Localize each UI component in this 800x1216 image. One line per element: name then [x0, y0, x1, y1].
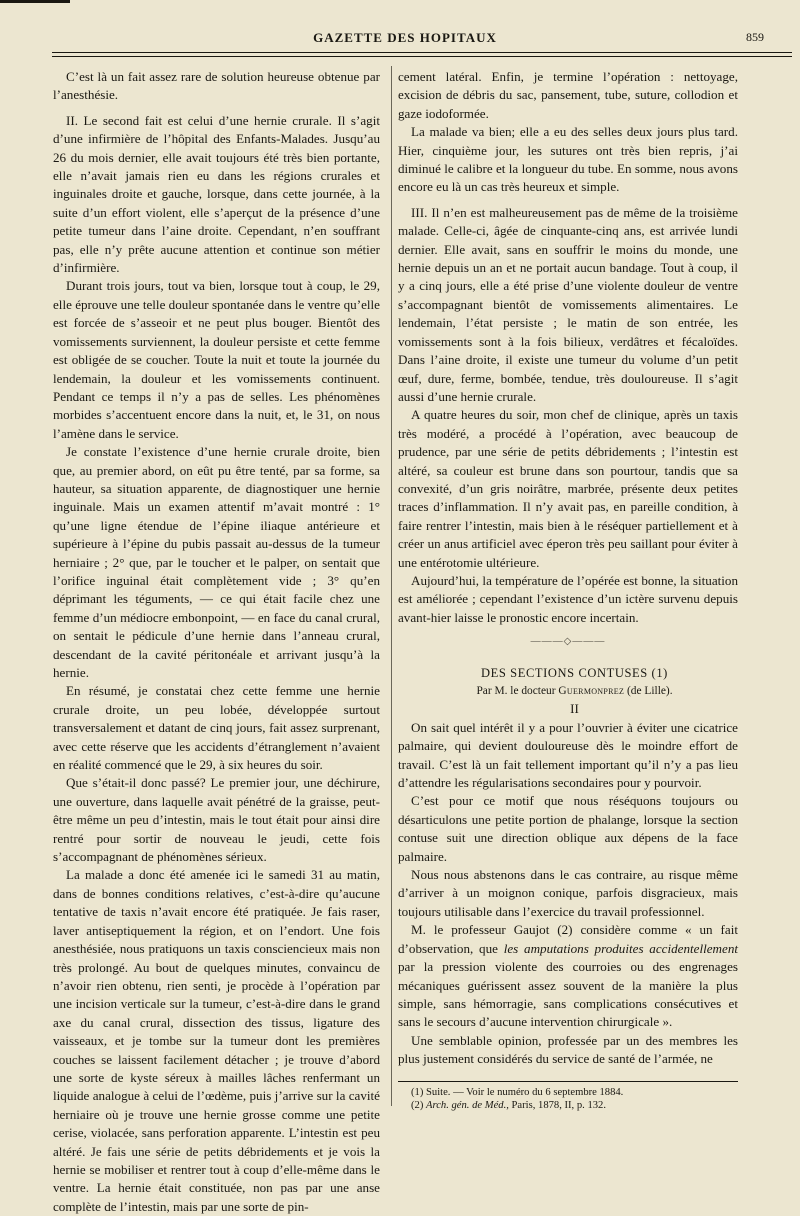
byline-suffix: (de Lille). [627, 685, 673, 697]
paragraph: Une semblable opinion, professée par un des membres les plus justement considérés du service de santé de l’armée, ne [398, 1032, 738, 1067]
paragraph: Durant trois jours, tout va bien, lorsque tout à coup, le 29, elle éprouve une telle douleur spontanée dans le ventre qu’elle est forcée de s’asseoir et ne peut plus bouger. Bientôt des vomissements surviennent, la douleur persiste et cette femme est obligée de se coucher. Toute la nuit et toute la journée du lendemain, la douleur et les vomissements continuent. Pendant ce temps il n’y a pas de selles. Les phénomènes morbides s’accentuent encore dans la nuit, et, le 31, on nous l’amène dans le service. [53, 278, 380, 441]
part-numeral: II [570, 701, 579, 717]
page-header [40, 28, 770, 48]
paragraph: Je constate l’existence d’une hernie crurale droite, bien que, au premier abord, on eût pu être tenté, par sa forme, sa hauteur, sa situation apparente, de diagnostiquer une hernie inguinale. Mais un examen attentif m’avait montré : 1° qu’une ligne étendue de l’épine iliaque antérieure et supérieure à l’épine du pubis passait au-dessus de la tumeur herniaire ; 2° que, par le toucher et le palper, on sentait que l’orifice inguinal était complètement vide ; 3° qu’en déprimant les téguments, — ce qui était facile chez une femme d’un médiocre embonpoint, — en face du canal crural, on sentait le pédicule d’une hernie dans l’anneau crural, descendant de la cavité péritonéale et arrivant jusqu’à la hernie. [53, 444, 380, 680]
footnote-2 [398, 1099, 738, 1113]
paragraph: A quatre heures du soir, mon chef de clinique, après un taxis très modéré, a procédé à l’opération, avec beaucoup de prudence, par une série de petits débridements ; l’intestin est altéré, sa couleur est brune dans son pourtour, tandis que sa convexité, d’un gris noirâtre, marbrée, présente deux petites traces d’inflammation. Il n’y avait pas, en pareille condition, à faire rentrer l’intestin, mais bien à le réséquer partiellement et à créer un anus artificiel avec éperon très peu saillant pour éviter à une entérotomie ultérieure. [398, 407, 738, 570]
right-column [398, 68, 738, 1113]
paragraph: Nous nous abstenons dans le cas contraire, au risque même d’arriver à un moignon conique, parfois disgracieux, mais toujours utilisable dans l’exercice du travail professionnel. [398, 867, 738, 919]
paragraph: On sait quel intérêt il y a pour l’ouvrier à éviter une cicatrice palmaire, qui devient douloureuse dès le moindre effort de travail. C’est là un fait tellement important qu’il n’y a pas lieu d’attendre les régularisations secondaires pour y pourvoir. [398, 719, 738, 791]
paragraph: Que s’était-il donc passé? Le premier jour, une déchirure, une ouverture, dans laquelle avait pénétré de la graisse, peut-être même un peu d’intestin, mais le tout était pour ainsi dire rentré pour sortir de nouveau le jeudi, cette fois s’accompagnant de phénomènes sérieux. [53, 775, 380, 865]
footnote-ref: Paris, 1878, II, p. 132. [511, 1100, 606, 1112]
edge-mark [0, 0, 70, 3]
paragraph: cement latéral. Enfin, je termine l’opération : nettoyage, excision de débris du sac, pansement, tube, suture, collodion et gaze iodoformée. [398, 69, 738, 121]
italic-quote: les amputations produites accidentellement [503, 940, 739, 956]
paragraph-text: M. le professeur Gaujot (2) considère comme « un fait d’observation, que [398, 922, 738, 956]
paragraph-text: par la pression violente des courroies ou des engrenages mécaniques guérissent assez souvent de la manière la plus simple, sans hémorragie, sans complications consécutives et sans le secours d’aucune intervention chirurgicale ». [398, 959, 738, 1030]
journal-title: GAZETTE DES HOPITAUX [313, 30, 497, 45]
paragraph: III. Il n’en est malheureusement pas de même de la troisième malade. Celle-ci, âgée de cinquante-cinq ans, est arrivée lundi dernier. Elle avait, sans en souffrir le moins du monde, une hernie depuis un an et ne portait aucun bandage. Tout à coup, il y a cinq jours, elle a été prise d’une violente douleur de ventre s’accompagnant bientôt de vomissements alimentaires. Le lendemain, l’état persiste ; le matin de son entrée, les vomissements sont à la fois bilieux, verdâtres et fécaloïdes. Dans l’aine droite, il existe une tumeur du volume d’un petit œuf, dure, ferme, bombée, tendue, très douloureuse. Il s’agit aussi d’une hernie crurale. [398, 204, 738, 404]
paragraph: C’est là un fait assez rare de solution heureuse obtenue par l’anesthésie. [53, 69, 380, 103]
paragraph: Aujourd’hui, la température de l’opérée est bonne, la situation est améliorée ; cependant l’existence d’un ictère survenu depuis avant-hier laisse le pronostic encore incertain. [398, 572, 738, 625]
footnote-1: (1) Suite. — Voir le numéro du 6 septembre 1884. [411, 1086, 624, 1098]
byline-prefix: Par M. le docteur [476, 685, 556, 697]
author-name: Guermonprez [558, 685, 625, 697]
section-byline [398, 682, 738, 700]
section-title: DES SECTIONS CONTUSES (1) [481, 665, 668, 680]
footnote-marker: (2) [411, 1100, 424, 1112]
paragraph: La malade a donc été amenée ici le samedi 31 au matin, dans de bonnes conditions relatives, c’est-à-dire qu’aucune tentative de taxis n’avait encore été pratiquée. Je fais raser, laver antiseptiquement la région, et on l’endort. Une fois anesthésiée, nous pratiquons un taxis consciencieux mais non très prolongé. Au bout de quelques minutes, convaincu de n’avoir rien obtenu, rien senti, je procède à l’opération par une incision verticale sur la tumeur, c’est-à-dire dans le grand axe du canal crural, dissection des tissus, ligature des vaisseaux, et je tombe sur la tumeur dont les premières couches se laissent facilement détacher ; je trouve d’abord une sorte de kyste séreux à mailles lâches renfermant un liquide analogue à celui de l’œdème, puis j’arrive sur la cavité herniaire où je trouve une hernie grosse comme une petite cerise, violacée, sans perforation apparente. L’intestin est peu altéré. Je fais une série de petits débridements et je vois la hernie se mobiliser et rentrer tout à coup d’elle-même dans le ventre. La hernie était constituée, non pas par une anse complète de l’intestin, mais par une sorte de pin- [53, 867, 380, 1214]
left-column [53, 68, 380, 1216]
header-rule-thick [52, 52, 792, 53]
paragraph: En résumé, je constatai chez cette femme une hernie crurale droite, un peu lobée, développée surtout transversalement et datant de cinq jours, fait assez surprenant, avec cette réserve que les accidents d’étranglement n’avaient en réalité commencé que le 29, à six heures du soir. [53, 683, 380, 773]
paragraph: C’est pour ce motif que nous réséquons toujours ou désarticulons une petite portion de phalange, lorsque la section contuse suit une direction oblique aux dépens de la face palmaire. [398, 793, 738, 864]
paragraph [398, 921, 738, 1031]
paragraph: II. Le second fait est celui d’une hernie crurale. Il s’agit d’une infirmière de l’hôpital des Enfants-Malades. Jusqu’au 26 du mois dernier, elle avait toujours été très bien portante, elle n’avait jamais rien eu dans les régions crurales et inguinales droite et gauche, lorsque, dans cette journée, à la suite d’un effort violent, elle s’aperçut de la présence d’une petite tumeur dans l’aine droite. Cependant, n’en souffrant pas, elle n’y prête aucune attention et continue son métier d’infirmière. [53, 112, 380, 276]
column-divider [391, 66, 392, 1106]
page-number: 859 [746, 30, 764, 44]
paragraph: La malade va bien; elle a eu des selles deux jours plus tard. Hier, cinquième jour, les sutures ont très bien repris, j’ai diminué le calibre et la longueur du tube. En somme, nous avons encore eu là un cas très heureux et simple. [398, 124, 738, 195]
header-rule-thin [52, 56, 792, 57]
footnote-source: Arch. gén. de Méd., [426, 1100, 509, 1112]
footnote-rule [398, 1081, 738, 1082]
section-separator: ———◇——— [530, 636, 606, 648]
